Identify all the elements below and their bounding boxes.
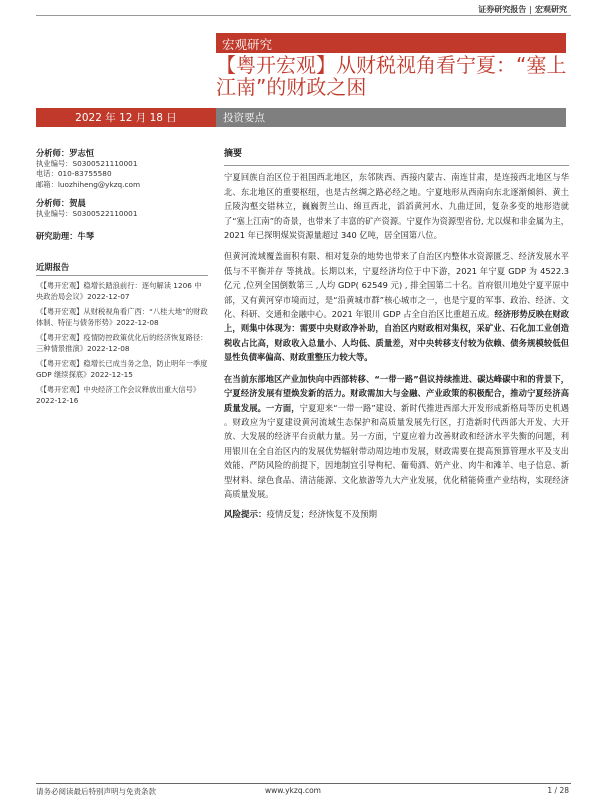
analyst-1-license: 执业编号：S0300521110001 bbox=[36, 158, 138, 168]
report-title: 【粤开宏观】从财税视角看宁夏：“塞上江南”的财政之困 bbox=[216, 53, 567, 99]
analyst-2-name: 分析师：贺晨 bbox=[36, 198, 86, 208]
recent-report-item[interactable]: 《【粤开宏观】稳增长踏浪前行：逐句解读 1206 中央政治局会议》2022-12-07 bbox=[36, 281, 202, 301]
analyst-1-name: 分析师：罗志恒 bbox=[36, 148, 95, 158]
section-bar bbox=[216, 108, 566, 127]
report-type-right: 宏观研究 bbox=[535, 5, 567, 14]
page-number: 1 / 28 bbox=[547, 786, 569, 795]
footer-disclaimer: 请务必阅读最后特别声明与免责条款 bbox=[36, 787, 156, 796]
recent-report-item[interactable]: 《【粤开宏观】疫情防控政策优化后的经济恢复路径：三种情景推演》2022-12-08 bbox=[36, 333, 208, 353]
recent-report-item[interactable]: 《【粤开宏观】稳增长已成当务之急，防止明年一季度 GDP 继续探底》2022-12-15 bbox=[36, 359, 208, 379]
recent-report-item[interactable]: 《【粤开宏观】从财税视角看广西：“八桂大地”的财政体制、特征与债务形势》2022-12-08 bbox=[36, 307, 208, 327]
paragraph-3-bold-text: 在当前东部地区产业加快向中西部转移、“一带一路”倡议持续推进、碳达峰碳中和的背景下，宁夏经济发展有望焕发新的活力。财政需加大与金融、产业政策的积极配合，推动宁夏经济高质量发展。一方面， bbox=[224, 373, 569, 413]
category-label: 宏观研究 bbox=[222, 37, 273, 52]
abstract-paragraph-2 bbox=[224, 249, 569, 364]
recent-reports-title: 近期报告 bbox=[36, 261, 70, 272]
analyst-1-phone: 电话：010-83755580 bbox=[36, 169, 112, 178]
paragraph-2-text: 但黄河流域覆盖面积有限、相对复杂的地势也带来了自治区内整体水资源匮乏、经济发展水平低与不平衡并存 等挑战。长期以来，宁夏经济均位于中下游，2021 年宁夏 GDP 为 4522.3 亿元 ,位列全国倒数第三 ,人均 GDP( 62549 元) , 排全国第二十名。首府银川地处宁夏平原中部，又有黄河穿市境而过，是“沿黄城市群”核心城市之一，也是宁夏的军事、政治、经济、文化、科研、交通和金融中心。2021 年银川 GDP 占全自治区比重超五成。 bbox=[224, 251, 569, 320]
research-assistant: 研究助理：牛琴 bbox=[36, 231, 95, 241]
abstract-heading: 摘要 bbox=[224, 149, 243, 159]
abstract-paragraph-1 bbox=[224, 170, 569, 242]
report-type-separator: | bbox=[529, 5, 532, 14]
section-title: 投资要点 bbox=[223, 112, 265, 124]
paragraph-3-text: 宁夏迎来“一带一路”建设、新时代推进西部大开发形成新格局等历史机遇 。财政应为宁夏建设黄河流域生态保护和高质量发展先行区，打造新时代西部大开发、大开放、大发展的经济平台贡献力量。另一方面，宁夏应着力改善财政和经济水平失衡的问题，利用银川在全自治区内的发展优势辐射带动周边地市发展，财政需要在提高预算管理水平及支出效能、严防风险的前提下，因地制宜引导枸杞、葡萄酒、奶产业、肉牛和滩羊、电子信息、新型材料、绿色食品、清洁能源、文化旅游等九大产业发展，优化稍能倚重产业结构，实现经济高质量发展。 bbox=[224, 402, 569, 499]
main-content bbox=[224, 147, 569, 523]
footer-rule bbox=[36, 783, 571, 784]
footer-website[interactable]: www.ykzq.com bbox=[265, 786, 321, 795]
recent-reports-rule bbox=[36, 275, 208, 276]
recent-report-item[interactable]: 《【粤开宏观】中央经济工作会议释放出重大信号》2022-12-16 bbox=[36, 385, 201, 405]
report-type-left: 证券研究报告 bbox=[478, 5, 527, 14]
analyst-1-email: 邮箱：luozhiheng@ykzq.com bbox=[36, 179, 141, 189]
paragraph-1-text: 宁夏回族自治区位于祖国西北地区，东邻陕西、西接内蒙古、南连甘肃，是连接西北地区与华北、东北地区的重要枢纽，也是古丝绸之路必经之地。宁夏地形从西南向东北逐渐倾斜、黄土丘陵沟壑交错林立，巍巍贺兰山、绵亘西北，滔滔黄河水、九曲迂回，复杂多变的地形造就了“塞上江南”的奇景，也带来了丰富的矿产资源。宁夏作为资源型省份, 尤以煤和非金属为主，2021 年已探明煤炭资源量超过 340 亿吨，居全国第八位。 bbox=[224, 172, 569, 241]
paragraph-2-bold-text: 经济形势反映在财政上，则集中体现为：需要中央财政净补助，自治区内财政相对集权，采矿业、石化加工业创造税收占比高，财政收入总量小、人均低、质量差，对中央转移支付较为依赖、债务规模较低但显性负债率偏高、财政重整压力较大等。 bbox=[224, 309, 569, 363]
analyst-2-license: 执业编号：S0300522110001 bbox=[36, 208, 138, 218]
header-rule bbox=[36, 15, 571, 16]
report-date: 2022 年 12 月 18 日 bbox=[75, 112, 177, 124]
risk-text: 疫情反复；经济恢复不及预期 bbox=[266, 510, 378, 521]
report-type-label bbox=[478, 4, 567, 15]
risk-warning bbox=[224, 508, 569, 522]
abstract-paragraph-3 bbox=[224, 372, 569, 502]
abstract-rule bbox=[224, 165, 569, 166]
left-sidebar bbox=[36, 148, 208, 410]
risk-label: 风险提示： bbox=[224, 510, 267, 521]
